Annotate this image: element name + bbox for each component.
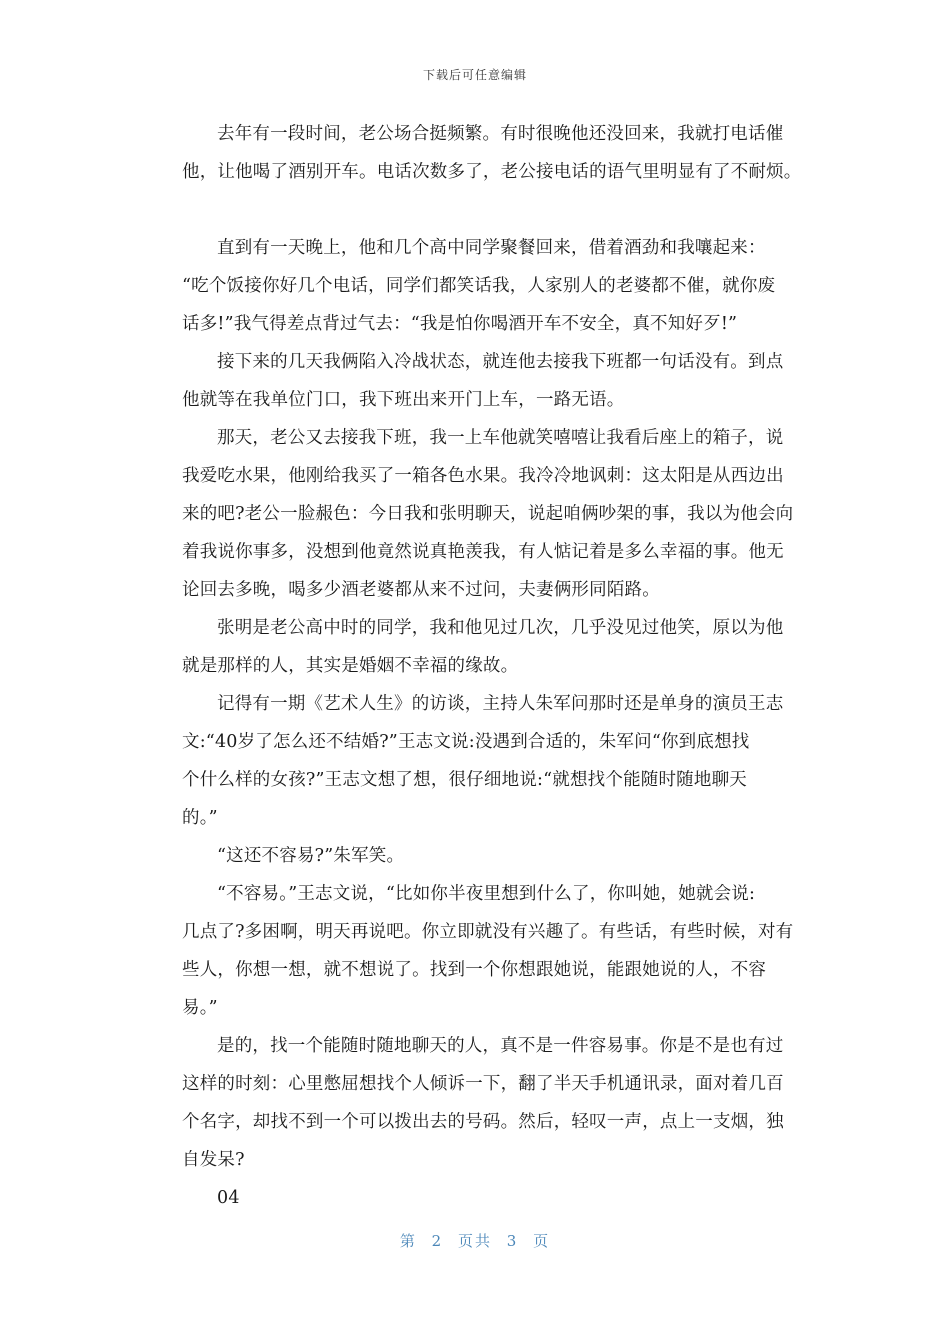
document-body bbox=[147, 115, 807, 1217]
text-line: 个名字，却找不到一个可以拨出去的号码。然后，轻叹一声，点上一支烟，独 bbox=[182, 1112, 784, 1132]
text-line: 接下来的几天我俩陷入冷战状态，就连他去接我下班都一句话没有。到点 bbox=[217, 352, 784, 372]
paragraph-4 bbox=[147, 419, 807, 609]
text-line: 易。” bbox=[182, 998, 218, 1018]
text-line: “不容易。”王志文说，“比如你半夜里想到什么了，你叫她，她就会说: bbox=[217, 884, 756, 904]
page-number-footer: 第 2 页共 3 页 bbox=[399, 1232, 551, 1250]
paragraph-2 bbox=[147, 229, 807, 343]
text-line: 来的吧?老公一脸赧色：今日我和张明聊天，说起咱俩吵架的事，我以为他会向 bbox=[182, 504, 794, 524]
text-line: 文:“40岁了怎么还不结婚?”王志文说:没遇到合适的，朱军问“你到底想找 bbox=[182, 732, 750, 752]
text-line: 张明是老公高中时的同学，我和他见过几次，几乎没见过他笑，原以为他 bbox=[217, 618, 784, 638]
paragraph-1 bbox=[147, 115, 807, 191]
paragraph-5 bbox=[147, 609, 807, 685]
text-line: 几点了?多困啊，明天再说吧。你立即就没有兴趣了。有些话，有些时候，对有 bbox=[182, 922, 794, 942]
text-line: 自发呆? bbox=[182, 1150, 245, 1170]
text-line: 这样的时刻：心里憋屈想找个人倾诉一下，翻了半天手机通讯录，面对着几百 bbox=[182, 1074, 784, 1094]
section-number bbox=[147, 1179, 807, 1217]
text-line: “吃个饭接你好几个电话，同学们都笑话我，人家别人的老婆都不催，就你废 bbox=[182, 276, 776, 296]
text-line: 个什么样的女孩?”王志文想了想，很仔细地说:“就想找个能随时随地聊天 bbox=[182, 770, 747, 790]
paragraph-3 bbox=[147, 343, 807, 419]
text-line: 我爱吃水果，他刚给我买了一箱各色水果。我冷冷地讽刺：这太阳是从西边出 bbox=[182, 466, 784, 486]
text-line: “这还不容易?”朱军笑。 bbox=[217, 846, 405, 866]
text-line: 些人，你想一想，就不想说了。找到一个你想跟她说，能跟她说的人，不容 bbox=[182, 960, 767, 980]
text-line: 直到有一天晚上，他和几个高中同学聚餐回来，借着酒劲和我嚷起来： bbox=[217, 238, 766, 258]
paragraph-6 bbox=[147, 685, 807, 837]
text-line: 着我说你事多，没想到他竟然说真艳羡我，有人惦记着是多么幸福的事。他无 bbox=[182, 542, 784, 562]
paragraph-7 bbox=[147, 837, 807, 875]
text-line: 他，让他喝了酒别开车。电话次数多了，老公接电话的语气里明显有了不耐烦。 bbox=[182, 162, 802, 182]
text-line: 那天，老公又去接我下班，我一上车他就笑嘻嘻让我看后座上的箱子，说 bbox=[217, 428, 784, 448]
text-line: 04 bbox=[217, 1188, 240, 1208]
text-line: 论回去多晚，喝多少酒老婆都从来不过问，夫妻俩形同陌路。 bbox=[182, 580, 660, 600]
page-header: 下载后可任意编辑 bbox=[422, 68, 527, 82]
text-line: 就是那样的人，其实是婚姻不幸福的缘故。 bbox=[182, 656, 519, 676]
paragraph-9 bbox=[147, 1027, 807, 1179]
text-line: 话多!”我气得差点背过气去：“我是怕你喝酒开车不安全，真不知好歹!” bbox=[182, 314, 738, 334]
text-line: 记得有一期《艺术人生》的访谈，主持人朱军问那时还是单身的演员王志 bbox=[217, 694, 784, 714]
text-line: 他就等在我单位门口，我下班出来开门上车，一路无语。 bbox=[182, 390, 625, 410]
paragraph-8 bbox=[147, 875, 807, 1027]
text-line: 的。” bbox=[182, 808, 218, 828]
blank-line bbox=[147, 191, 807, 229]
text-line: 是的，找一个能随时随地聊天的人，真不是一件容易事。你是不是也有过 bbox=[217, 1036, 784, 1056]
text-line: 去年有一段时间，老公场合挺频繁。有时很晚他还没回来，我就打电话催 bbox=[217, 124, 784, 144]
